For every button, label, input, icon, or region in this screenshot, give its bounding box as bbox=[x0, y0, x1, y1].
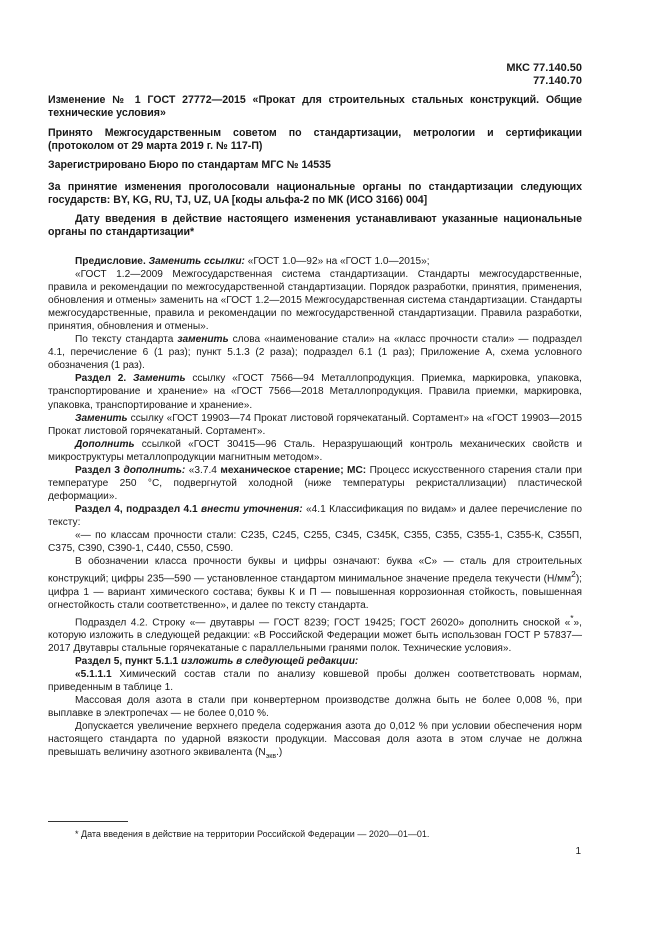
registration-statement: Зарегистрировано Бюро по стандартам МГС № 14535 bbox=[48, 159, 331, 171]
amendment-title: Изменение № 1 ГОСТ 27772—2015 «Прокат для строительных стальных конструкций. Общие технические условия» bbox=[48, 94, 582, 119]
paragraph-strength-classes: «— по классам прочности стали: С235, С245, С255, С345, С345К, С355, С355, С355-1, С355-К, С355П, С375, С390, С390-1, С440, С550, С590. bbox=[48, 529, 582, 555]
footnote-divider bbox=[48, 821, 128, 822]
classification-codes bbox=[506, 62, 582, 88]
paragraph-gost-1-2: «ГОСТ 1.2—2009 Межгосударственная система стандартизации. Стандарты межгосударственные, правила и рекомендации по межгосударственной стандартизации. Порядок разработки, принятия, применения, обновления и отмены» заменить на «ГОСТ 1.2—2015 Межгосударственная система стандартизации. Стандарты межгосударственные, правила и рекомендации по межгосударственной стандартизации. Правила разработки, принятия, обновления и отмены». bbox=[48, 269, 582, 333]
page-number: 1 bbox=[575, 846, 581, 857]
mks-code-1: МКС 77.140.50 bbox=[506, 62, 582, 74]
effective-date-statement: Дату введения в действие настоящего изменения устанавливают указанные национальные органы по стандартизации* bbox=[48, 213, 582, 238]
paragraph-subsection-4-2: Подраздел 4.2. Строку «— двутавры — ГОСТ 8239; ГОСТ 19425; ГОСТ 26020» дополнить сноской «*», которую изложить в следующей редакции: «В Российской Федерации может быть использован ГОСТ Р 57837—2017 Двутавры стальные горячекатаные с параллельными гранями полок. Технические условия». bbox=[48, 612, 582, 655]
paragraph-nitrogen: Массовая доля азота в стали при конвертерном производстве должна быть не более 0,008 %, при выплавке в электропечах — не более 0,010 %. bbox=[48, 695, 582, 720]
paragraph-preface: Предисловие. Заменить ссылки: «ГОСТ 1.0—92» на «ГОСТ 1.0—2015»; bbox=[75, 256, 430, 267]
paragraph-nitrogen-increase: Допускается увеличение верхнего предела содержания азота до 0,012 % при условии обеспечения норм настоящего стандарта по ударной вязкости продукции. Массовая доля азота в этом случае не должна превышать величину азотного эквивалента $(N_{экв}.)$ bbox=[48, 721, 582, 761]
paragraph-designation: В обозначении класса прочности буквы и цифры означают: буква «С» — сталь для строительных конструкций; цифры 235—590 — установленное стандартом минимальное значение предела текучести $(Н/мм^2)$; цифра 1 — вариант химического состава; буквы К и П — повышенная коррозионная стойкость, повышенная огнестойкость стали соответственно», и далее по тексту стандарта. bbox=[48, 556, 582, 611]
adopted-statement: Принято Межгосударственным советом по стандартизации, метрологии и сертификации (протоколом от 29 марта 2019 г. № 117-П) bbox=[48, 127, 582, 152]
paragraph-replace-words: По тексту стандарта заменить слова «наименование стали» на «класс прочности стали» — подраздел 4.1, перечисление 6 (1 раз); пункт 5.1.3 (2 раза); подраздел 6.1 (1 раз); Приложение А, схема условного обозначения (1 раз). bbox=[48, 334, 582, 372]
footnote: * Дата введения в действие на территории Российской Федерации — 2020—01—01. bbox=[75, 829, 430, 839]
voting-statement: За принятие изменения проголосовали национальные органы по стандартизации следующих государств: BY, KG, RU, TJ, UZ, UA [коды альфа-2 по МК (ИСО 3166) 004] bbox=[48, 181, 582, 206]
paragraph-section-5: Раздел 5, пункт 5.1.1 изложить в следующей редакции: bbox=[75, 656, 359, 668]
amendment-body bbox=[48, 255, 582, 764]
paragraph-section-4: Раздел 4, подраздел 4.1 внести уточнения: «4.1 Классификация по видам» и далее перечисление по тексту: bbox=[48, 503, 582, 528]
paragraph-section-2: Раздел 2. Заменить ссылку «ГОСТ 7566—94 Металлопродукция. Приемка, маркировка, упаковка, транспортирование и хранение» на «ГОСТ 7566—2018 Металлопродукция. Правила приемки, маркировка, упаковка, транспортирование и хранение». bbox=[48, 373, 582, 411]
paragraph-section-3: Раздел 3 дополнить: «3.7.4 механическое старение; МС: Процесс искусственного старения стали при температуре 250 °С, подвергнутой холодной (ниже температуры рекристаллизации) пластической деформации». bbox=[48, 464, 582, 502]
paragraph-add-30415: Дополнить ссылкой «ГОСТ 30415—96 Сталь. Неразрушающий контроль механических свойств и микроструктуры металлопродукции магнитным методом». bbox=[48, 438, 582, 463]
paragraph-replace-19903: Заменить ссылку «ГОСТ 19903—74 Прокат листовой горячекатаный. Сортамент» на «ГОСТ 19903—2015 Прокат листовой горячекатаный. Сортамент». bbox=[48, 412, 582, 437]
paragraph-5-1-1-1: «5.1.1.1 Химический состав стали по анализу ковшевой пробы должен соответствовать нормам, приведенным в таблице 1. bbox=[48, 669, 582, 694]
mks-code-2: 77.140.70 bbox=[533, 75, 582, 87]
